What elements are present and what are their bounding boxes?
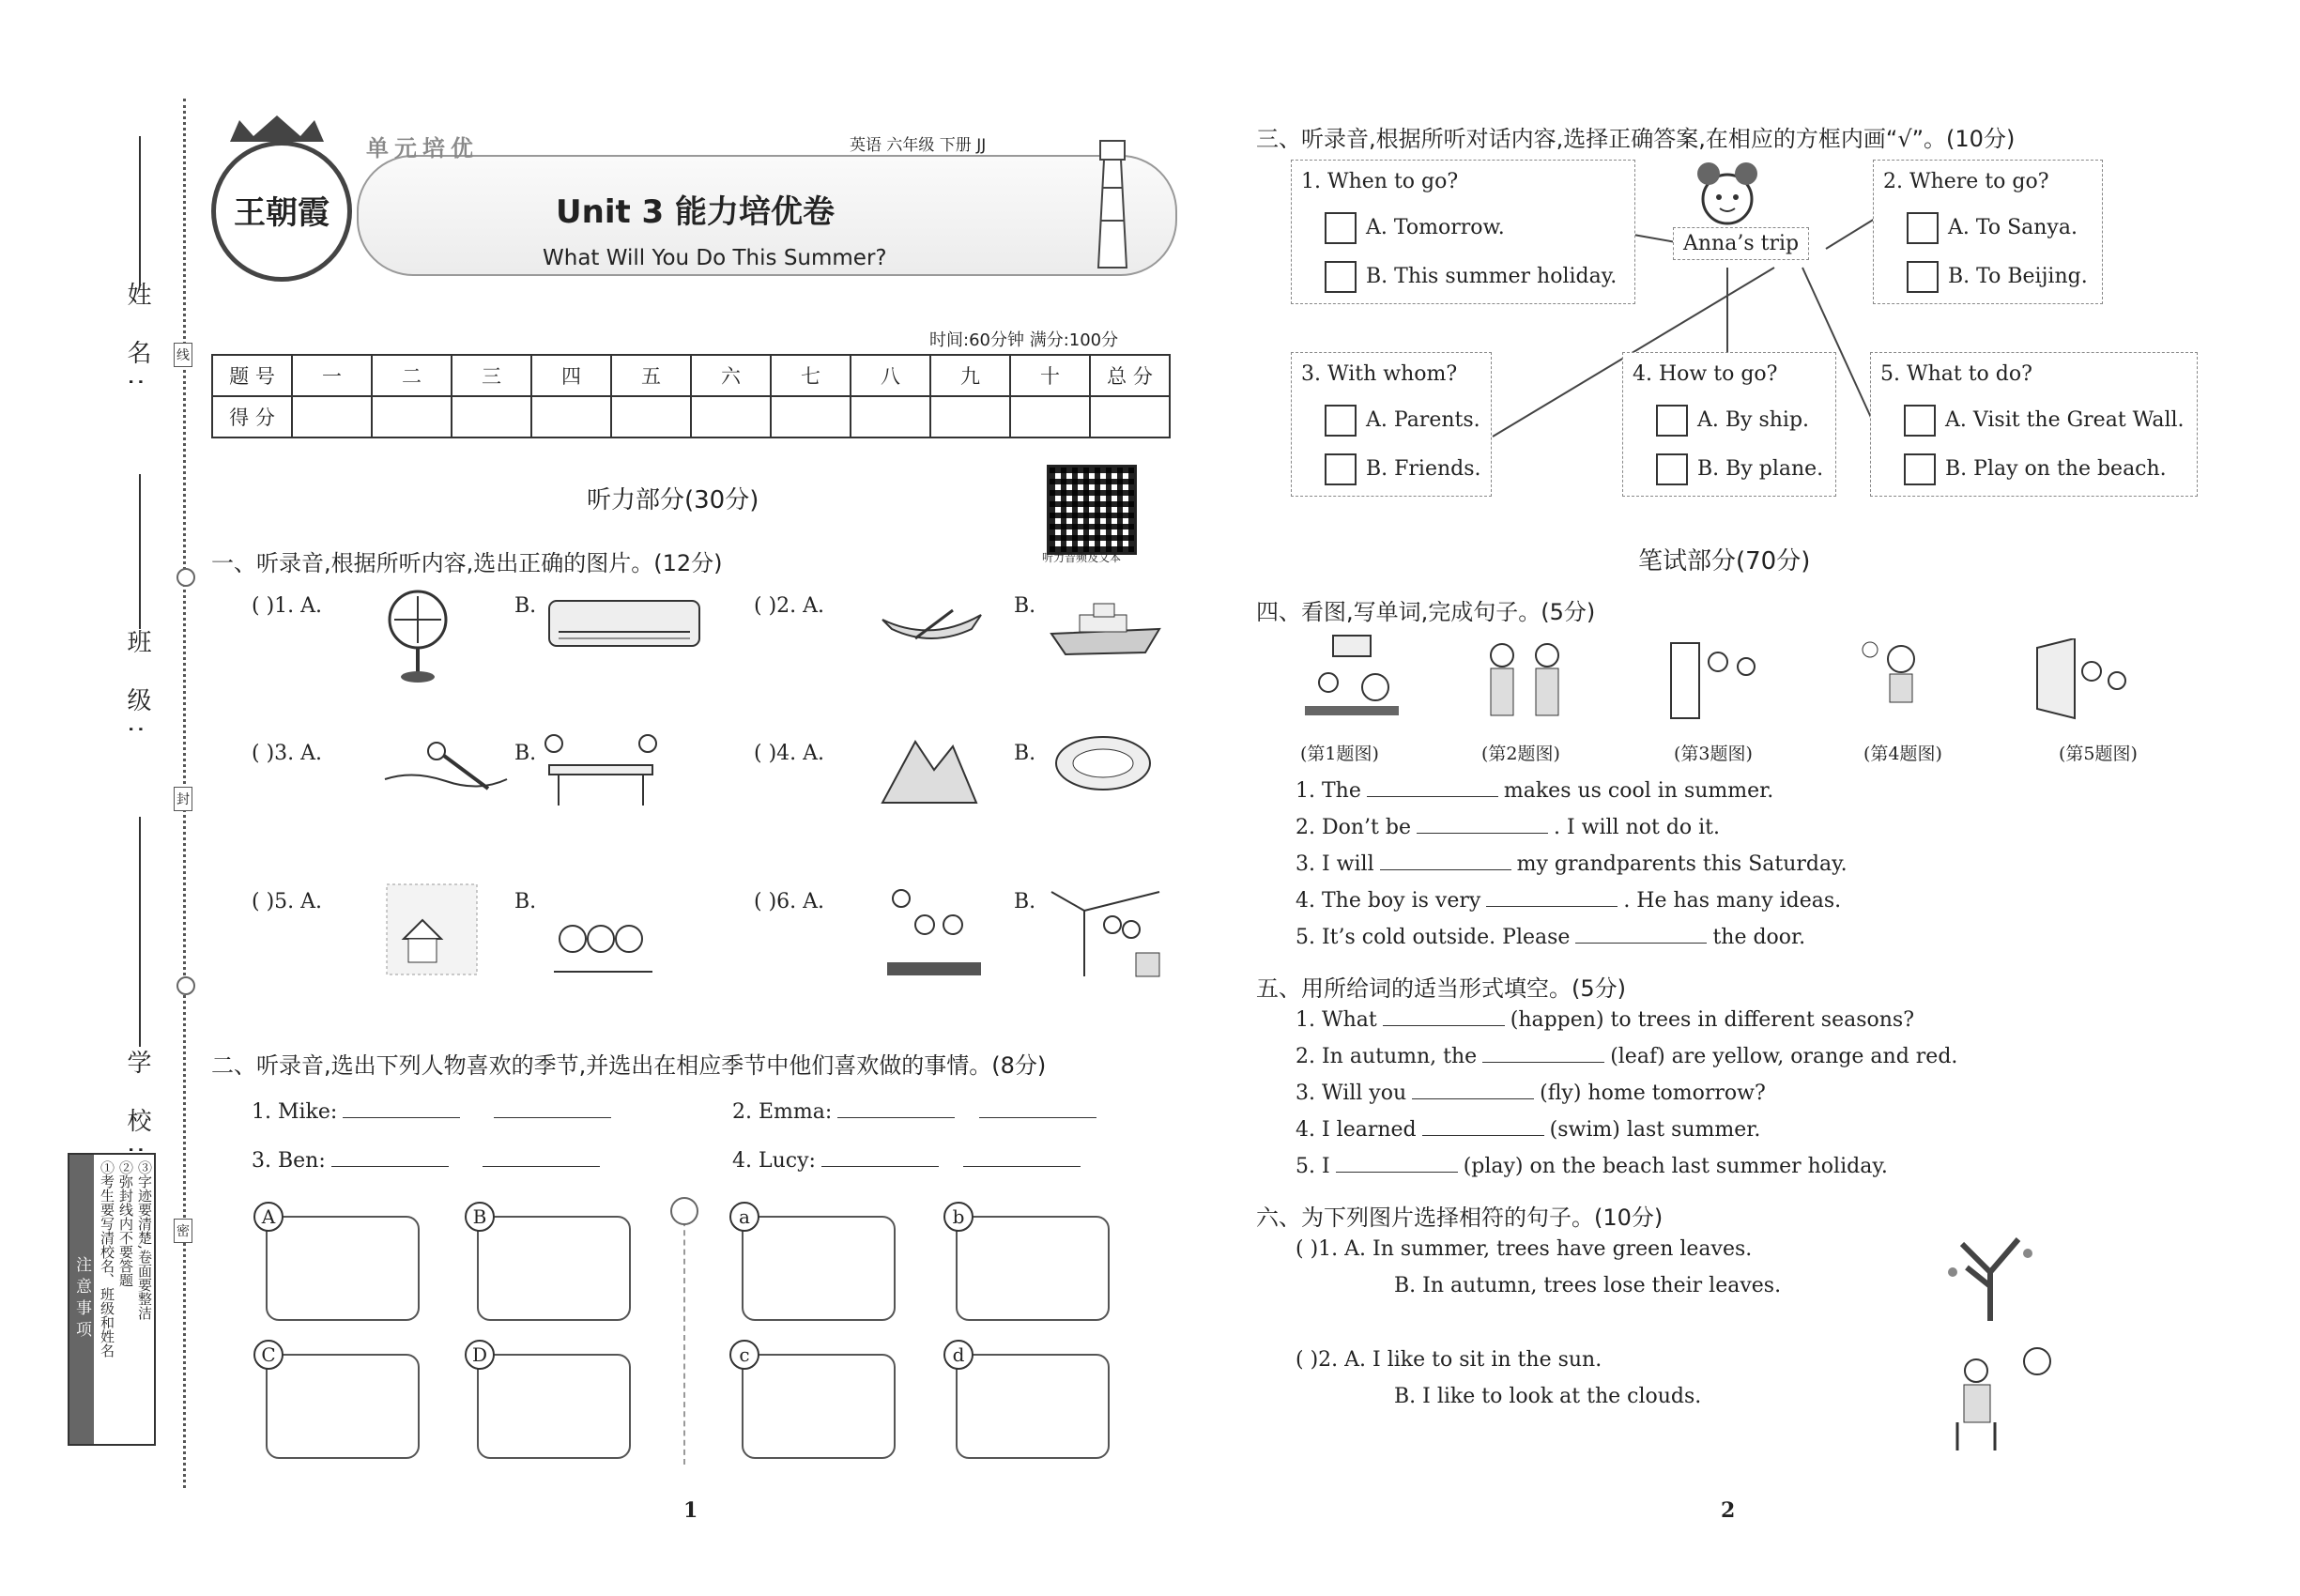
- caption-1: (第1题图): [1300, 744, 1379, 764]
- activity-c-label: c: [729, 1340, 759, 1370]
- score-cell[interactable]: [1090, 396, 1170, 437]
- score-cell[interactable]: [372, 396, 452, 437]
- school-field[interactable]: [139, 817, 141, 1047]
- answer-blank[interactable]: [1380, 851, 1511, 870]
- trip-q5-b: [1904, 453, 2167, 485]
- option-text: A. Tomorrow.: [1366, 216, 1505, 239]
- air-conditioner-image: [544, 596, 704, 652]
- caption-5: (第5题图): [2059, 744, 2138, 764]
- checkbox[interactable]: [1904, 405, 1936, 437]
- score-header-cell: 六: [691, 355, 771, 396]
- score-table: [211, 354, 1171, 438]
- trip-q4-a: [1656, 405, 1809, 437]
- p5-sentence-2: [1296, 1043, 1957, 1068]
- caption-4: (第4题图): [1863, 744, 1942, 764]
- score-header-cell: 总 分: [1090, 355, 1170, 396]
- binding-hole-1: [176, 568, 195, 587]
- activity-a-label: a: [729, 1202, 759, 1232]
- p5-sentence-4: [1296, 1116, 1760, 1142]
- sentence-text: (fly) home tomorrow?: [1540, 1082, 1766, 1105]
- sentence-text: 4. I learned: [1296, 1118, 1417, 1142]
- p1-q6: ( )6. A.: [754, 890, 825, 913]
- p1-q2: ( )2. A.: [754, 594, 825, 618]
- sentence-text: . I will not do it.: [1553, 816, 1721, 839]
- p6-q2-b: B. I like to look at the clouds.: [1394, 1385, 1702, 1408]
- sentence-text: my grandparents this Saturday.: [1516, 852, 1848, 876]
- sentence-text: 1. What: [1296, 1008, 1377, 1032]
- notice-item-2: ②弥封线内不要答题: [117, 1160, 134, 1287]
- answer-blank[interactable]: [963, 1147, 1081, 1167]
- score-header-cell: 五: [611, 355, 691, 396]
- score-cell[interactable]: [1010, 396, 1090, 437]
- answer-blank[interactable]: [494, 1098, 611, 1118]
- lighthouse-icon: [1080, 131, 1145, 272]
- activity-d-picture: [956, 1354, 1110, 1459]
- autumn-tree-picture: [1934, 1216, 2056, 1324]
- trip-q5-a: [1904, 405, 2185, 437]
- answer-blank[interactable]: [1412, 1080, 1534, 1099]
- option-text: B. To Beijing.: [1948, 265, 2088, 288]
- mountain-image: [878, 732, 981, 807]
- season-c-picture: [266, 1354, 420, 1459]
- checkbox[interactable]: [1656, 453, 1688, 485]
- activity-c-picture: [742, 1354, 896, 1459]
- score-header-cell: 一: [292, 355, 372, 396]
- option-text: A. To Sanya.: [1948, 216, 2078, 239]
- season-a-label: A: [253, 1202, 284, 1232]
- sentence-text: makes us cool in summer.: [1503, 779, 1774, 803]
- trip-box-4: [1622, 352, 1836, 497]
- option-text: B. Friends.: [1366, 457, 1481, 481]
- p1-q1-b: B.: [514, 594, 537, 618]
- checkbox[interactable]: [1907, 261, 1939, 293]
- season-b-label: B: [465, 1202, 495, 1232]
- trip-q4: 4. How to go?: [1633, 362, 1778, 386]
- season-d-label: D: [465, 1340, 495, 1370]
- answer-blank[interactable]: [1367, 777, 1498, 797]
- edition-meta: 英语 六年级 下册 JJ: [850, 136, 987, 155]
- p4-sentence-1: [1296, 777, 1773, 803]
- option-text: A. Visit the Great Wall.: [1945, 408, 2185, 432]
- person-label: 2. Emma:: [732, 1100, 833, 1124]
- ping-pong-image: [540, 732, 662, 807]
- score-header-cell: 四: [531, 355, 611, 396]
- checkbox[interactable]: [1907, 212, 1939, 244]
- snow-scene-image: [385, 882, 479, 976]
- p5-sentence-5: [1296, 1153, 1888, 1178]
- trip-q2: 2. Where to go?: [1883, 170, 2049, 193]
- lake-image: [1051, 728, 1155, 793]
- sentence-text: 4. The boy is very: [1296, 889, 1481, 913]
- trip-q1-b: [1325, 261, 1617, 293]
- part2-divider: [683, 1211, 685, 1465]
- option-text: B. This summer holiday.: [1366, 265, 1618, 288]
- notice-item-1: ①考生要写清校名、班级和姓名: [99, 1160, 115, 1358]
- option-text: A. By ship.: [1697, 408, 1810, 432]
- answer-blank[interactable]: [331, 1147, 449, 1167]
- person-label: 1. Mike:: [252, 1100, 338, 1124]
- p1-q5-b: B.: [514, 890, 537, 913]
- activity-d-label: d: [943, 1340, 974, 1370]
- p6-q2-a: ( )2. A. I like to sit in the sun.: [1296, 1348, 1602, 1372]
- p1-q5: ( )5. A.: [252, 890, 323, 913]
- sentence-text: (play) on the beach last summer holiday.: [1463, 1155, 1888, 1178]
- notice-box: [68, 1153, 156, 1446]
- name-label: 姓 名:: [123, 282, 151, 400]
- season-a-picture: [266, 1216, 420, 1321]
- part4-title: 四、看图,写单词,完成句子。(5分): [1256, 599, 1596, 625]
- activity-b-picture: [956, 1216, 1110, 1321]
- part6-title: 六、为下列图片选择相符的句子。(10分): [1256, 1205, 1664, 1231]
- score-header-cell: 七: [771, 355, 851, 396]
- part5-title: 五、用所给词的适当形式填空。(5分): [1256, 975, 1626, 1002]
- p4-sentence-4: [1296, 887, 1841, 913]
- score-cell[interactable]: [930, 396, 1010, 437]
- score-cell[interactable]: [531, 396, 611, 437]
- sentence-text: 2. In autumn, the: [1296, 1045, 1478, 1068]
- sentence-text: 3. Will you: [1296, 1082, 1407, 1105]
- trip-box-3: [1291, 352, 1492, 497]
- score-header-cell: 八: [851, 355, 930, 396]
- p1-q6-b: B.: [1014, 890, 1036, 913]
- option-text: B. By plane.: [1697, 457, 1824, 481]
- fan-room-picture: [1300, 631, 1403, 720]
- p1-q4: ( )4. A.: [754, 742, 825, 765]
- p4-sentence-5: [1296, 924, 1805, 949]
- part2-title: 二、听录音,选出下列人物喜欢的季节,并选出在相应季节中他们喜欢做的事情。(8分): [211, 1052, 1047, 1079]
- class-field[interactable]: [139, 474, 141, 629]
- p2-person-1: [252, 1098, 617, 1124]
- sun-icon: [670, 1197, 698, 1225]
- sitting-sun-picture: [1943, 1338, 2065, 1455]
- sunny-trees-image: [549, 897, 657, 976]
- p2-person-3: [252, 1147, 606, 1173]
- p4-sentence-2: [1296, 814, 1720, 839]
- close-door-picture: [2028, 638, 2131, 723]
- page-number-2: 2: [1721, 1498, 1736, 1523]
- trip-q5: 5. What to do?: [1880, 362, 2032, 386]
- checkbox[interactable]: [1656, 405, 1688, 437]
- crown-icon: [211, 115, 343, 144]
- season-b-picture: [477, 1216, 631, 1321]
- binding-margin: [0, 0, 197, 1596]
- qr-caption: 听力音频及文本: [1042, 551, 1122, 564]
- p6-q1-a: ( )1. A. In summer, trees have green leaves.: [1296, 1237, 1753, 1261]
- trip-q4-b: [1656, 453, 1823, 485]
- sentence-text: (swim) last summer.: [1549, 1118, 1761, 1142]
- season-d-picture: [477, 1354, 631, 1459]
- sentence-text: 5. I: [1296, 1155, 1330, 1178]
- score-header-cell: 三: [452, 355, 531, 396]
- boat-image: [878, 601, 986, 648]
- checkbox[interactable]: [1325, 405, 1357, 437]
- page-number-1: 1: [683, 1498, 698, 1523]
- seal-char-1: 线: [174, 343, 192, 367]
- trip-box-1: [1291, 160, 1635, 304]
- answer-blank[interactable]: [1422, 1116, 1544, 1136]
- sentence-text: 1. The: [1296, 779, 1361, 803]
- sentence-text: 2. Don’t be: [1296, 816, 1411, 839]
- p2-person-4: [732, 1147, 1086, 1173]
- p2-person-2: [732, 1098, 1102, 1124]
- angry-people-picture: [1474, 638, 1577, 723]
- seal-char-3: 密: [174, 1219, 192, 1243]
- score-cell[interactable]: [452, 396, 531, 437]
- answer-blank[interactable]: [343, 1098, 460, 1118]
- planting-image: [882, 887, 986, 981]
- notice-title: 注意事项: [69, 1155, 94, 1444]
- time-score: 时间:60分钟 满分:100分: [929, 330, 1119, 350]
- p1-q2-b: B.: [1014, 594, 1036, 618]
- answer-blank[interactable]: [979, 1098, 1096, 1118]
- logo-text: 王朝霞: [234, 194, 330, 232]
- sentence-text: the door.: [1712, 926, 1806, 949]
- ship-image: [1047, 596, 1164, 662]
- school-label: 学 校:: [123, 1050, 151, 1168]
- trip-q3-a: [1325, 405, 1480, 437]
- class-label: 班 级:: [123, 629, 151, 747]
- trip-q2-b: [1907, 261, 2088, 293]
- trip-q1-a: [1325, 212, 1505, 244]
- score-cell[interactable]: [611, 396, 691, 437]
- anna-face-icon: [1690, 160, 1765, 230]
- score-row-label: 得 分: [212, 396, 292, 437]
- score-cell[interactable]: [851, 396, 930, 437]
- caption-2: (第2题图): [1481, 744, 1560, 764]
- checkbox[interactable]: [1325, 261, 1357, 293]
- qr-code: [1047, 465, 1137, 555]
- trip-q3-b: [1325, 453, 1481, 485]
- p1-q4-b: B.: [1014, 742, 1036, 765]
- answer-blank[interactable]: [1575, 924, 1707, 944]
- trip-q1: 1. When to go?: [1301, 170, 1459, 193]
- caption-3: (第3题图): [1674, 744, 1753, 764]
- binding-hole-2: [176, 976, 195, 995]
- trip-box-2: [1873, 160, 2103, 304]
- score-header-cell: 二: [372, 355, 452, 396]
- season-c-label: C: [253, 1340, 284, 1370]
- p4-sentence-3: [1296, 851, 1848, 876]
- logo-badge: [211, 141, 352, 282]
- option-text: B. Play on the beach.: [1945, 457, 2167, 481]
- person-label: 4. Lucy:: [732, 1149, 816, 1173]
- p1-q3: ( )3. A.: [252, 742, 323, 765]
- writing-title: 笔试部分(70分): [1638, 547, 1811, 575]
- page-title: Unit 3 能力培优卷: [556, 193, 836, 231]
- page-subtitle: What Will You Do This Summer?: [543, 246, 887, 270]
- score-cell[interactable]: [771, 396, 851, 437]
- visit-grandparents-picture: [1666, 638, 1770, 723]
- p5-sentence-3: [1296, 1080, 1766, 1105]
- trip-box-5: [1870, 352, 2198, 497]
- activity-a-picture: [742, 1216, 896, 1321]
- answer-blank[interactable]: [1482, 1043, 1604, 1063]
- trip-q3: 3. With whom?: [1301, 362, 1458, 386]
- score-header-cell: 十: [1010, 355, 1090, 396]
- seal-char-2: 封: [174, 787, 192, 811]
- swimming-image: [380, 732, 512, 803]
- p6-q1-b: B. In autumn, trees lose their leaves.: [1394, 1274, 1782, 1297]
- checkbox[interactable]: [1325, 453, 1357, 485]
- name-field[interactable]: [139, 136, 141, 286]
- checkbox[interactable]: [1904, 453, 1936, 485]
- activity-b-label: b: [943, 1202, 974, 1232]
- score-cell[interactable]: [292, 396, 372, 437]
- sentence-text: (leaf) are yellow, orange and red.: [1610, 1045, 1958, 1068]
- person-label: 3. Ben:: [252, 1149, 326, 1173]
- part3-title: 三、听录音,根据所听对话内容,选择正确答案,在相应的方框内画“√”。(10分): [1256, 126, 2016, 152]
- sentence-text: 5. It’s cold outside. Please: [1296, 926, 1571, 949]
- score-header-cell: 题 号: [212, 355, 292, 396]
- p1-q1: ( )1. A.: [252, 594, 323, 618]
- trip-q2-a: [1907, 212, 2078, 244]
- checkbox[interactable]: [1325, 212, 1357, 244]
- answer-blank[interactable]: [1336, 1153, 1458, 1173]
- score-header-cell: 九: [930, 355, 1010, 396]
- p5-sentence-1: [1296, 1006, 1914, 1032]
- sentence-text: (happen) to trees in different seasons?: [1510, 1008, 1915, 1032]
- p1-q3-b: B.: [514, 742, 537, 765]
- trip-center-label: Anna’s trip: [1673, 227, 1809, 260]
- series-label: 单元培优: [366, 135, 479, 161]
- sentence-text: 3. I will: [1296, 852, 1374, 876]
- answer-blank[interactable]: [1417, 814, 1548, 834]
- answer-blank[interactable]: [483, 1147, 600, 1167]
- listening-title: 听力部分(30分): [587, 486, 759, 514]
- fan-image: [380, 587, 455, 685]
- clever-boy-picture: [1859, 638, 1943, 723]
- answer-blank[interactable]: [1486, 887, 1618, 907]
- gift-room-image: [1047, 887, 1164, 981]
- part1-title: 一、听录音,根据所听内容,选出正确的图片。(12分): [211, 550, 723, 576]
- notice-item-3: ③字迹要清楚,卷面要整洁: [136, 1160, 153, 1320]
- answer-blank[interactable]: [1383, 1006, 1505, 1026]
- score-cell[interactable]: [691, 396, 771, 437]
- answer-blank[interactable]: [821, 1147, 939, 1167]
- answer-blank[interactable]: [837, 1098, 955, 1118]
- sentence-text: . He has many ideas.: [1623, 889, 1842, 913]
- option-text: A. Parents.: [1366, 408, 1480, 432]
